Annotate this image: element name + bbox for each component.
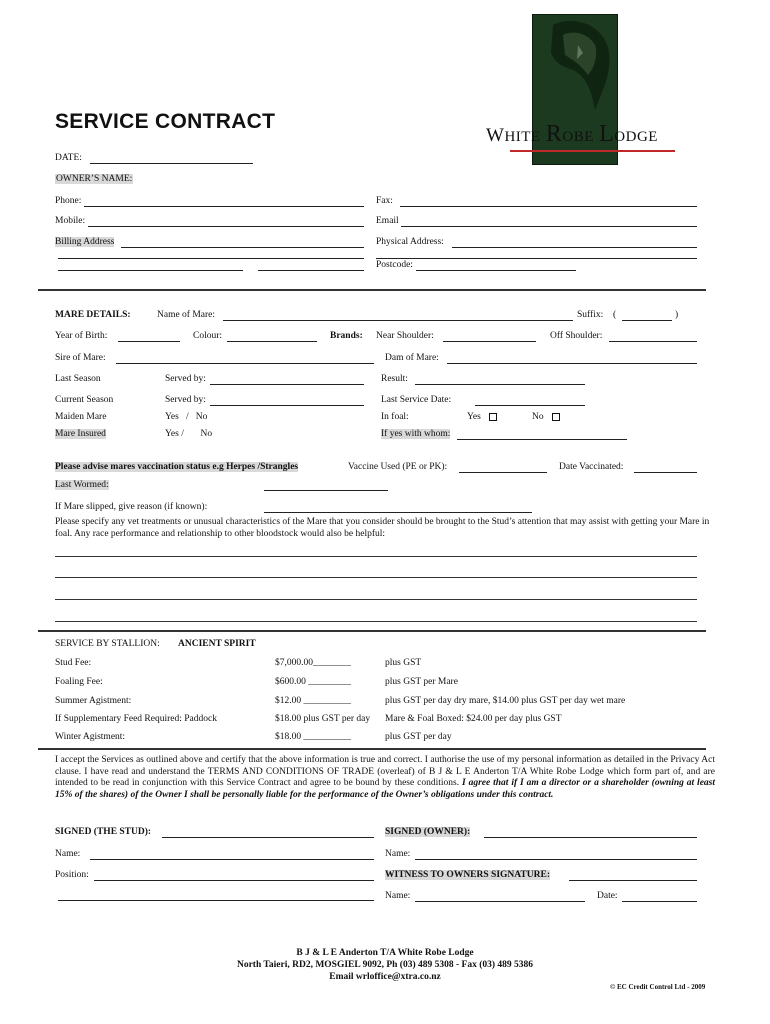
postcode-field[interactable]: [416, 269, 576, 271]
fee-note: plus GST per Mare: [385, 677, 458, 687]
billing-address-label: Billing Address: [55, 237, 115, 247]
current-season-label: Current Season: [55, 395, 114, 405]
date-label: DATE:: [55, 153, 82, 163]
mare-name-label: Name of Mare:: [157, 310, 216, 320]
footer-email: Email wrloffice@xtra.co.nz: [329, 972, 441, 982]
vet-line-4[interactable]: [55, 621, 697, 622]
vet-line-3[interactable]: [55, 599, 697, 600]
stud-name-field[interactable]: [90, 858, 374, 860]
last-wormed-field[interactable]: [264, 489, 388, 491]
fee-note: plus GST: [385, 658, 422, 668]
slipped-label: If Mare slipped, give reason (if known):: [55, 502, 208, 512]
with-whom-field[interactable]: [457, 438, 627, 440]
fee-label: Stud Fee:: [55, 658, 92, 668]
in-foal-no-label: [532, 412, 560, 422]
sire-label: Sire of Mare:: [55, 353, 106, 363]
date-vaccinated-label: Date Vaccinated:: [559, 462, 624, 472]
suffix-open: (: [613, 310, 617, 320]
dam-field[interactable]: [447, 362, 697, 364]
stallion-label: SERVICE BY STALLION:: [55, 639, 160, 649]
physical-address-line2[interactable]: [376, 257, 697, 259]
mare-details-label: MARE DETAILS:: [55, 310, 131, 320]
witness-name-label: Name:: [385, 891, 411, 901]
mare-name-field[interactable]: [223, 319, 573, 321]
suffix-field[interactable]: [622, 319, 672, 321]
phone-label: Phone:: [55, 196, 82, 206]
witness-name-field[interactable]: [415, 900, 585, 902]
date-field[interactable]: [90, 162, 253, 164]
dam-label: Dam of Mare:: [385, 353, 439, 363]
footer-company: B J & L E Anderton T/A White Robe Lodge: [296, 948, 474, 958]
suffix-close: ): [675, 310, 679, 320]
vet-line-2[interactable]: [55, 577, 697, 578]
signed-stud-label: SIGNED (THE STUD):: [55, 827, 152, 837]
section-divider: [38, 289, 706, 291]
sire-field[interactable]: [116, 362, 374, 364]
vaccine-used-label: Vaccine Used (PE or PK):: [348, 462, 448, 472]
result-label: Result:: [381, 374, 408, 384]
section-divider-3: [38, 748, 706, 750]
fee-note: Mare & Foal Boxed: $24.00 per day plus GST: [385, 714, 562, 724]
owner-name-field[interactable]: [415, 858, 697, 860]
fee-label: If Supplementary Feed Required: Paddock: [55, 714, 217, 724]
mobile-field[interactable]: [88, 225, 364, 227]
signed-stud-field[interactable]: [162, 836, 374, 838]
fee-label: Foaling Fee:: [55, 677, 103, 687]
witness-signature-field[interactable]: [569, 879, 697, 881]
billing-address-line3[interactable]: [58, 269, 243, 271]
near-shoulder-label: Near Shoulder:: [376, 331, 434, 341]
insured-yes-no[interactable]: Yes / No: [165, 429, 213, 439]
in-foal-no-checkbox[interactable]: [552, 413, 560, 421]
fee-note: plus GST per day dry mare, $14.00 plus GST per day wet mare: [385, 696, 626, 706]
fax-label: Fax:: [376, 196, 393, 206]
phone-field[interactable]: [84, 205, 364, 207]
maiden-yes-no[interactable]: Yes / No: [165, 412, 208, 422]
page-title: SERVICE CONTRACT: [55, 110, 276, 133]
email-field[interactable]: [401, 225, 697, 227]
logo-underline: [510, 150, 675, 152]
billing-address-line2[interactable]: [58, 257, 364, 259]
current-season-served-by-field[interactable]: [210, 404, 364, 406]
signed-owner-field[interactable]: [484, 836, 697, 838]
last-service-date-field[interactable]: [475, 404, 585, 406]
stallion-name: ANCIENT SPIRIT: [178, 639, 256, 649]
off-shoulder-field[interactable]: [609, 340, 697, 342]
served-by-label-2: Served by:: [165, 395, 206, 405]
brands-label: Brands:: [330, 331, 363, 341]
vet-line-1[interactable]: [55, 556, 697, 557]
terms-text: I accept the Services as outlined above and certify that the above information is true and correct. I authorise the use of my personal information as detailed in the Privacy Act clause. I have read and understand the TERMS AND CONDITIONS OF TRADE (overleaf) of B J & L E Anderton T/A White Robe Lodge which form part of, and are intended to be read in conjunction with this Service Contract and agree to be bound by these conditions.: [55, 755, 715, 788]
vet-instructions: Please specify any vet treatments or unusual characteristics of the Mare that you consider should be brought to the Stud’s attention that may assist with getting your Mare in foal. Any race performance and relationship to other bloodstock would also be helpful:: [55, 517, 710, 539]
mobile-label: Mobile:: [55, 216, 86, 226]
colour-field[interactable]: [227, 340, 317, 342]
physical-address-label: Physical Address:: [376, 237, 444, 247]
result-field[interactable]: [415, 383, 585, 385]
email-label: Email: [376, 216, 399, 226]
witness-date-label: Date:: [597, 891, 618, 901]
served-by-label: Served by:: [165, 374, 206, 384]
witness-label: WITNESS TO OWNERS SIGNATURE:: [385, 870, 550, 880]
witness-date-field[interactable]: [622, 900, 697, 902]
terms-paragraph: [55, 755, 715, 801]
yob-label: Year of Birth:: [55, 331, 108, 341]
fee-label: Winter Agistment:: [55, 732, 126, 742]
fee-note: plus GST per day: [385, 732, 452, 742]
fee-amount: $18.00 plus GST per day: [275, 714, 371, 724]
vaccine-used-field[interactable]: [459, 471, 547, 473]
suffix-label: Suffix:: [577, 310, 604, 320]
fee-amount: $7,000.00________: [275, 658, 351, 668]
signed-owner-label: SIGNED (OWNER):: [385, 827, 471, 837]
off-shoulder-label: Off Shoulder:: [550, 331, 603, 341]
billing-address-field[interactable]: [121, 246, 364, 248]
slipped-field[interactable]: [264, 511, 532, 513]
in-foal-yes-checkbox[interactable]: [489, 413, 497, 421]
owner-name-label: Name:: [385, 849, 411, 859]
fee-amount: $18.00 __________: [275, 732, 351, 742]
fax-field[interactable]: [400, 205, 697, 207]
in-foal-yes-text: Yes: [467, 412, 481, 422]
maiden-mare-label: Maiden Mare: [55, 412, 107, 422]
in-foal-label: In foal:: [381, 412, 409, 422]
yob-field[interactable]: [118, 340, 180, 342]
last-wormed-label: Last Wormed:: [55, 480, 109, 490]
last-service-date-label: Last Service Date:: [381, 395, 452, 405]
fee-amount: $600.00 _________: [275, 677, 351, 687]
date-vaccinated-field[interactable]: [634, 471, 697, 473]
near-shoulder-field[interactable]: [443, 340, 536, 342]
owners-name-label: OWNER’S NAME:: [56, 174, 133, 184]
with-whom-label: If yes with whom:: [381, 429, 451, 439]
copyright: © EC Credit Control Ltd - 2009: [610, 983, 706, 991]
last-season-label: Last Season: [55, 374, 101, 384]
fee-amount: $12.00 __________: [275, 696, 351, 706]
physical-address-field[interactable]: [452, 246, 697, 248]
position-label: Position:: [55, 870, 89, 880]
postcode-label: Postcode:: [376, 260, 413, 270]
section-divider-2: [38, 630, 706, 632]
billing-postcode-field[interactable]: [258, 269, 364, 271]
mare-insured-label: Mare Insured: [55, 429, 106, 439]
in-foal-no-text: No: [532, 412, 544, 422]
position-field[interactable]: [94, 879, 374, 881]
footer-address: North Taieri, RD2, MOSGIEL 9092, Ph (03) 489 5308 - Fax (03) 489 5386: [236, 960, 534, 970]
colour-label: Colour:: [193, 331, 223, 341]
fee-label: Summer Agistment:: [55, 696, 132, 706]
in-foal-yes-label: [467, 412, 497, 422]
stud-name-label: Name:: [55, 849, 81, 859]
vaccination-label: Please advise mares vaccination status e.g Herpes /Strangles: [55, 462, 299, 472]
position-line-2[interactable]: [58, 899, 374, 901]
terms-liability-text: I agree that if I am a director or a shareholder (owning at least 15% of the shares) of the Owner I shall be personally liable for the performance of the Owner’s obligations under this contract.: [55, 778, 715, 800]
last-season-served-by-field[interactable]: [210, 383, 364, 385]
logo-text: WHITE ROBE LODGE: [486, 121, 658, 147]
